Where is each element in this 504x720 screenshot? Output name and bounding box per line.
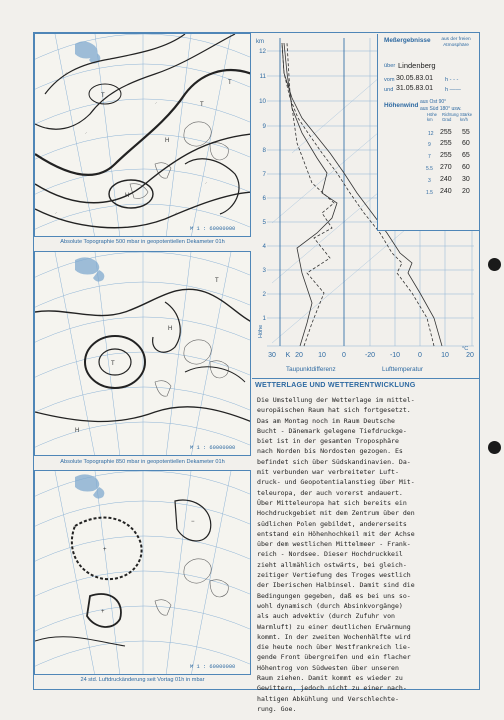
svg-text:H: H (125, 193, 130, 199)
panel-date2-suffix: h —— (445, 87, 461, 93)
report-line: Bucht - Dänemark gelegene Tiefdruckge- (257, 426, 407, 435)
wind-height: 9 (428, 142, 431, 148)
report-line: zeitiger Vertiefung des Troges westlich (257, 571, 411, 580)
punch-hole-top (488, 258, 501, 271)
temp-tick: 0 (418, 352, 422, 359)
svg-text:H: H (165, 138, 170, 144)
wind-note-south: aus Süd 180° usw. (420, 106, 462, 112)
report-line: Das am Montag noch im Raum Deutsche (257, 416, 395, 425)
wind-speed: 65 (462, 152, 470, 159)
report-line: Gewittern, jedoch nicht zu einer nach- (257, 684, 407, 693)
panel-date2: 31.05.83.01 (396, 85, 433, 92)
wind-direction: 255 (440, 129, 452, 136)
wind-speed: 30 (462, 176, 470, 183)
height-tick: 5 (262, 219, 266, 226)
wind-direction: 255 (440, 140, 452, 147)
report-line: Warmluft) zu einer deutlichen Erwärmung (257, 622, 411, 631)
report-line: Bedingungen gegeben, daß es bei uns so- (257, 591, 411, 600)
height-tick: 10 (259, 98, 266, 105)
wind-height: 3 (428, 178, 431, 184)
svg-text:T: T (101, 93, 105, 99)
report-line: rung. Goe. (257, 704, 297, 713)
report-line: wohl dynamisch (durch Absinkvorgänge) (257, 601, 403, 610)
svg-text:T: T (200, 102, 204, 108)
dew-tick: 20 (295, 352, 303, 359)
weather-heading: WETTERLAGE UND WETTERENTWICKLUNG (255, 380, 416, 389)
map-850mbar-scale: M 1 : 60000000 (190, 445, 236, 451)
wind-height: 7 (428, 154, 431, 160)
height-tick: 7 (262, 171, 266, 178)
height-tick: 11 (259, 73, 266, 80)
wind-row (402, 188, 476, 199)
report-line: europäischen Raum hat sich fortgesetzt. (257, 406, 411, 415)
report-line: befindet sich über Südskandinavien. Da- (257, 457, 411, 466)
wind-speed: 20 (462, 188, 470, 195)
svg-text:+: + (101, 609, 105, 615)
report-line: entstand ein Höhenhochkeil mit der Achse (257, 529, 415, 538)
panel-date1: 30.05.83.01 (396, 75, 433, 82)
dew-tick: K (285, 352, 291, 359)
panel-subtitle: aus der freien Atmosphäre (441, 37, 471, 48)
report-line: die heute noch über Westfrankreich lie- (257, 643, 411, 652)
report-line: haltigen Abkühlung und Verschlechte- (257, 694, 399, 703)
height-tick: 4 (262, 243, 266, 250)
height-tick: 2 (262, 291, 266, 298)
map-500mbar (34, 33, 251, 237)
wind-title: Höhenwind (384, 102, 419, 109)
temp-tick: -10 (389, 352, 401, 359)
weather-report (257, 395, 464, 714)
report-line: Die Umstellung der Wetterlage im mittel- (257, 396, 415, 404)
wind-direction: 270 (440, 164, 452, 171)
report-line: über dem westlichen Mittelmeer - Frank- (257, 540, 411, 549)
map-pressure-change (34, 470, 251, 675)
dew-tick: 0 (342, 352, 346, 359)
panel-date1-suffix: h - - - (445, 77, 459, 83)
height-tick: 1 (262, 315, 266, 322)
report-line: Höhentrog von Südwesten über unseren (257, 663, 399, 672)
col-speed-header: Stärke kn/h (460, 112, 473, 122)
punch-hole-bottom (488, 441, 501, 454)
panel-title: Meßergebnisse (384, 37, 431, 44)
wind-speed: 60 (462, 164, 470, 171)
temp-tick: -20 (364, 352, 376, 359)
height-tick: 3 (262, 267, 266, 274)
map-500mbar-drawing (35, 34, 251, 237)
map-pressure-change-drawing (35, 471, 251, 675)
wind-speed: 55 (462, 129, 470, 136)
wind-row (402, 140, 476, 151)
deg-label: °C (462, 346, 469, 352)
map-500mbar-caption: Absolute Topographie 500 mbar in geopotentiellen Dekameter 01h (60, 239, 225, 245)
report-line: Über Mitteleuropa hat sich bereits ein (257, 498, 407, 507)
temp-axis-label: Lufttemperatur (382, 366, 423, 373)
col-height-header: Höhe km (427, 112, 438, 122)
report-line: druck- und Geopotentialanstieg über Mit- (257, 478, 415, 487)
wind-height: 1.5 (426, 190, 433, 196)
col-direction-header: Richtung Grad (442, 112, 459, 122)
report-line: reich - Nordsee. Dieser Hochdruckkeil (257, 550, 403, 559)
svg-text:−: − (191, 519, 195, 525)
section-divider (252, 378, 479, 379)
panel-above-label: über (384, 63, 396, 69)
svg-text:T: T (111, 361, 115, 367)
height-tick: 6 (262, 195, 266, 202)
report-line: Hochdruckgebiet mit dem Zentrum über den (257, 509, 415, 518)
map-850mbar (34, 251, 251, 456)
svg-text:T: T (215, 278, 219, 284)
dew-axis-label: Taupunktdifferenz (286, 366, 336, 373)
wind-height: 5.5 (426, 166, 433, 172)
report-line: nach Norden bis Nordosten gezogen. Es (257, 447, 403, 456)
report-line: teleuropa, der auch vorerst andauert. (257, 488, 403, 497)
wind-direction: 240 (440, 176, 452, 183)
report-line: kommt. In der zweiten Wochenhälfte wird (257, 632, 411, 641)
temp-tick: 20 (466, 352, 474, 359)
dew-tick: 30 (268, 352, 276, 359)
report-line: zieht allmählich ostwärts, bei gleich- (257, 560, 407, 569)
svg-text:H: H (168, 326, 173, 332)
map-850mbar-drawing (35, 252, 251, 456)
wind-direction: 255 (440, 152, 452, 159)
report-line: als auch advektiv (durch Zufuhr von (257, 612, 395, 621)
report-line: südlichen Polen gebildet, andererseits (257, 519, 407, 528)
km-label: km (256, 39, 264, 45)
panel-station: Lindenberg (398, 61, 436, 70)
map-850mbar-caption: Absolute Topographie 850 mbar in geopotentiellen Dekameter 01h (60, 459, 225, 465)
wind-row (402, 164, 476, 175)
panel-and-label: und (384, 87, 394, 93)
report-line: Raum ziehen. Damit kommt es wieder zu (257, 674, 403, 683)
report-line: biet ist in der gesamten Troposphäre (257, 437, 399, 446)
report-line: mit verbunden war verbreiteter Luft- (257, 468, 399, 477)
height-tick: 12 (259, 48, 266, 55)
wind-row (402, 176, 476, 187)
hoehe-label: Höhe (258, 324, 264, 338)
map-pressure-change-caption: 24 std. Luftdruckänderung seit Vortag 01h in mbar (80, 677, 205, 683)
map-pressure-change-scale: M 1 : 60000000 (190, 664, 236, 670)
report-line: gende Front übergreifen und ein flacher (257, 653, 411, 662)
wind-note-east: aus Ost 90° (420, 99, 447, 105)
wind-direction: 240 (440, 188, 452, 195)
wind-speed: 60 (462, 140, 470, 147)
panel-from-label: vom (384, 77, 395, 83)
svg-text:T: T (228, 80, 232, 86)
temp-tick: 10 (441, 352, 449, 359)
svg-text:+: + (103, 547, 107, 553)
map-500mbar-scale: M 1 : 60000000 (190, 226, 236, 232)
svg-text:H: H (75, 428, 80, 434)
wind-height: 12 (428, 131, 434, 137)
dew-tick: 10 (318, 352, 326, 359)
height-tick: 9 (262, 123, 266, 130)
report-line: der Iberischen Halbinsel. Damit sind die (257, 581, 415, 590)
wind-row (402, 152, 476, 163)
height-tick: 8 (262, 147, 266, 154)
wind-row (402, 129, 476, 140)
